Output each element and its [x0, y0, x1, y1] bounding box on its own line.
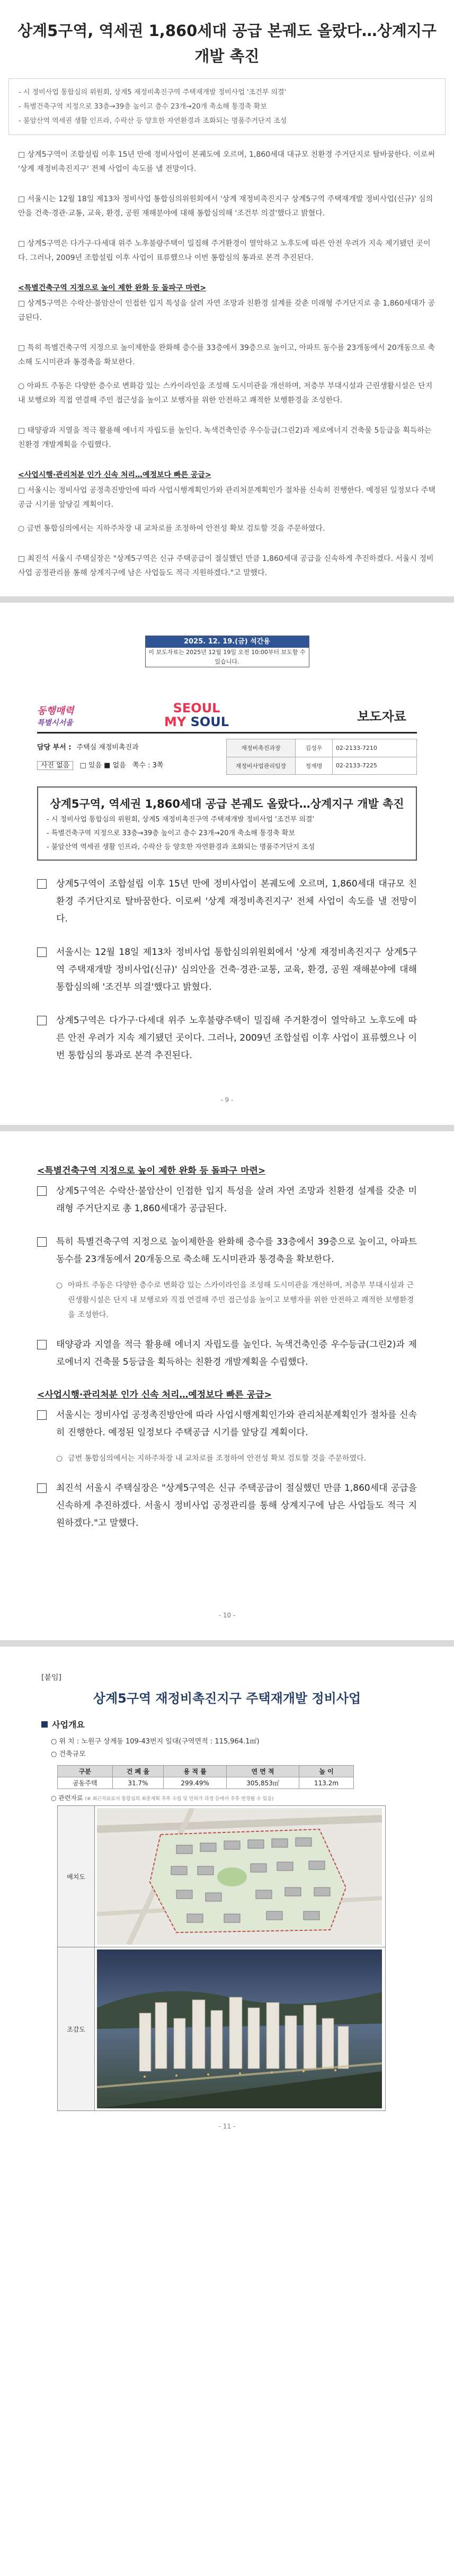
location-line: ○ 위 치 : 노원구 상계동 109-43번지 일대(구역면적 : 115,964.1㎡): [51, 1738, 260, 1746]
release-subheading: <사업시행·관리처분 인가 신속 처리…예정보다 빠른 공급>: [37, 1390, 272, 1400]
logo-text: SOUL: [186, 714, 229, 729]
web-article: [0, 0, 454, 580]
article-paragraph: □ 서울시는 12월 18일 제13차 정비사업 통합심의위원회에서 '상계 재정비촉진지구 상계5구역 주택재개발 정비사업(신규)' 심의안을 건축·경관·교통, 교육, 환경, 공원 재해분야에 대해 통합심의해 '조건부 의결'했다고 밝혔다.: [18, 195, 433, 218]
release-subheading: <특별건축구역 지정으로 높이 제한 완화 등 돌파구 마련>: [37, 1166, 266, 1176]
table-cell: 305,853㎡: [227, 1777, 299, 1789]
paragraph-text: 서울시는 12월 18일 제13차 정비사업 통합심의위원회에서 '상계 재정비촉진지구 상계5구역 주택재개발 정비사업(신규)' 심의안을 건축·경관·교통, 교육, 환경, 공원 재해분야에 대해 통합심의해 '조건부 의결'했다고 밝혔다.: [56, 947, 417, 992]
headline-bullet: - 불암산역 역세권 생활 인프라, 수락산 등 양호한 자연환경과 조화되는 명품주거단지 조성: [47, 843, 315, 851]
embargo-note: 이 보도자료는 2025년 12월 19일 오전 10:00부터 보도할 수 있습니다.: [148, 649, 306, 665]
square-bullet-icon: [37, 1410, 47, 1420]
contact-role: 재정비촉진과장: [227, 739, 296, 757]
article-paragraph: □ 최진석 서울시 주택실장은 "상계5구역은 신규 주택공급이 절실했던 만큼 1,860세대 공급을 신속하게 추진하겠다. 서울시 정비사업 공정관리를 통해 상계지구에 남은 사업들도 적극 지원하겠다."고 말했다.: [18, 554, 434, 577]
table-cell: 113.2m: [299, 1777, 354, 1789]
circle-bullet-icon: ○: [56, 1454, 63, 1463]
square-bullet-icon: [37, 947, 47, 957]
article-subheading: <특별건축구역 지정으로 높이 제한 완화 등 돌파구 마련>: [18, 284, 207, 292]
page-number: - 10 -: [218, 1612, 236, 1619]
paragraph-text: 최진석 서울시 주택실장은 "상계5구역은 신규 주택공급이 절실했던 만큼 1,860세대 공급을 신속하게 추진하겠다. 서울시 정비사업 공정관리를 통해 상계지구에 남은 사업들도 적극 지원하겠다."고 말했다.: [56, 1483, 417, 1528]
article-paragraph: □ 상계5구역은 수락산·불암산이 인접한 입지 특성을 살려 자연 조망과 친환경 설계를 갖춘 미래형 주거단지로 총 1,860세대가 공급된다.: [18, 299, 435, 322]
press-release-label: 보도자료: [357, 709, 406, 724]
article-paragraph: □ 상계5구역은 다가구·다세대 위주 노후불량주택이 밀집해 주거환경이 열악하고 노후도에 따른 안전 우려가 지속 제기됐던 곳이다. 그러나, 2009년 조합설립 이후 사업이 표류했으나 이번 통합심의 통과로 본격 추진된다.: [18, 239, 431, 262]
paragraph-text: 상계5구역은 다가구·다세대 위주 노후불량주택이 밀집해 주거환경이 열악하고 노후도에 따른 안전 우려가 지속 제기됐던 곳이다. 그러나, 2009년 조합설립 이후 사업이 표류했으나 이번 통합심의 통과로 본격 추진된다.: [56, 1015, 417, 1061]
paragraph-text: 상계5구역은 수락산·불암산이 인접한 입지 특성을 살려 자연 조망과 친환경 설계를 갖춘 미래형 주거단지로 총 1,860세대가 공급된다.: [56, 1186, 417, 1214]
article-summary-box: [8, 78, 446, 135]
square-bullet-icon: [37, 1186, 47, 1196]
headline-bullet: - 특별건축구역 지정으로 33층→39층 높이고 층수 23개→20개 축소해 통경축 확보: [47, 829, 295, 837]
article-body: [8, 135, 446, 580]
release-paragraph: [37, 1012, 417, 1065]
contact-phone: 02-2133-7210: [333, 739, 417, 757]
figure-label: 조감도: [58, 1947, 95, 2110]
figure-label: 배치도: [58, 1806, 95, 1947]
headline-title: 상계5구역, 역세권 1,860세대 공급 본궤도 올랐다…상계지구 개발 촉진: [50, 798, 404, 810]
logo-text: MY: [164, 714, 186, 729]
page-number: - 9 -: [220, 1096, 234, 1104]
logo-text: 동행매력: [37, 705, 74, 717]
contact-name: 정재명: [296, 757, 333, 775]
square-bullet-icon: [37, 1237, 47, 1247]
section-divider: [0, 596, 454, 603]
table-header: 용 적 률: [164, 1766, 227, 1777]
contact-row: [227, 739, 417, 757]
embargo-title: 2025. 12. 19.(금) 석간용: [146, 636, 309, 648]
release-paragraph: [37, 944, 417, 996]
section-heading: [41, 1718, 413, 1730]
table-header: 구분: [58, 1766, 113, 1777]
summary-line: - 특별건축구역 지정으로 33층→39층 높이고 층수 23개→20개 축소해 통경축 확보: [19, 103, 267, 111]
release-info: [37, 739, 417, 775]
square-bullet-icon: [37, 1016, 47, 1025]
article-paragraph: □ 서울시는 정비사업 공정촉진방안에 따라 사업시행계획인가와 관리처분계획인가 절차를 신속히 진행한다. 예정된 일정보다 주택공급 시기를 앞당길 계획이다.: [18, 486, 435, 509]
logo-text: SEOUL: [173, 701, 220, 715]
article-subheading: <사업시행·관리처분 인가 신속 처리…예정보다 빠른 공급>: [18, 471, 211, 479]
paragraph-text: 상계5구역이 조합설립 이후 15년 만에 정비사업이 본궤도에 오르며, 1,860세대 대규모 친환경 주거단지로 탈바꿈한다. 이로써 '상계 재정비촉진지구' 전체 사업이 속도를 낼 전망이다.: [56, 879, 417, 924]
section-heading-text: 사업개요: [52, 1720, 85, 1730]
paragraph-text: 서울시는 정비사업 공정촉진방안에 따라 사업시행계획인가와 관리처분계획인가 절차를 신속히 진행한다. 예정된 일정보다 주택공급 시기를 앞당길 계획이다.: [56, 1410, 417, 1438]
dept-label: 담당 부서 :: [37, 744, 72, 752]
square-bullet-icon: [37, 1483, 47, 1493]
site-plan-drawing: [97, 1808, 382, 1945]
article-paragraph: ○ 아파트 주동은 다양한 층수로 변화감 있는 스카이라인을 조성해 도시미관을 개선하며, 저층부 부대시설과 근린생활시설은 단지 내 보행로와 직접 연결해 주민 접근성을 높이고 보행자를 위한 안전하고 쾌적한 보행환경을 조성한다.: [18, 382, 433, 405]
square-bullet-icon: [37, 1340, 47, 1349]
contact-table: [226, 739, 417, 775]
circle-bullet-icon: ○: [56, 1281, 63, 1290]
square-bullet-icon: [37, 879, 47, 889]
table-header: 연 면 적: [227, 1766, 299, 1777]
page-number: - 11 -: [218, 2123, 236, 2130]
release-paragraph: [37, 1336, 417, 1371]
scale-line: ○ 건축규모: [51, 1750, 86, 1758]
aerial-rendering-image: [95, 1947, 385, 2110]
article-title: 상계5구역, 역세권 1,860세대 공급 본궤도 올랐다…상계지구 개발 촉진: [17, 22, 437, 65]
photo-label: 사진 없음: [37, 761, 73, 770]
table-cell: 299.49%: [164, 1777, 227, 1789]
summary-line: - 불암산역 역세권 생활 인프라, 수락산 등 양호한 자연환경과 조화되는 명품주거단지 조성: [19, 117, 287, 125]
building-scale-table: [57, 1765, 354, 1789]
release-paragraph: [37, 1233, 417, 1268]
table-cell: 31.7%: [112, 1777, 164, 1789]
contact-row: [227, 757, 417, 775]
seoul-slogan-logo: [37, 705, 106, 729]
contact-name: 김성우: [296, 739, 333, 757]
release-paragraph: [37, 1183, 417, 1218]
headline-bullet: - 시 정비사업 통합심의 위원회, 상계5 재정비촉진구역 주택재개발 정비사업 '조건부 의결': [47, 816, 315, 824]
table-header: 건 폐 율: [112, 1766, 164, 1777]
photo-status: □ 있음 ■ 없음: [79, 762, 126, 770]
sub-bullet: [56, 1451, 417, 1466]
release-paragraph: [37, 875, 417, 928]
note-label: ○ 관련자료: [51, 1794, 83, 1802]
article-paragraph: □ 상계5구역이 조합설립 이후 15년 만에 정비사업이 본궤도에 오르며, 1,860세대 대규모 친환경 주거단지로 탈바꿈한다. 이로써 '상계 재정비촉진지구' 전체 사업이 속도를 낼 전망이다.: [18, 150, 435, 173]
summary-line: - 시 정비사업 통합심의 위원회, 상계5 재정비촉진구역 주택재개발 정비사업 '조건부 의결': [19, 88, 287, 96]
figure-row: [58, 1947, 385, 2110]
release-meta: [37, 739, 226, 775]
article-paragraph: □ 태양광과 지열을 적극 활용해 에너지 자립도를 높인다. 녹색건축인증 우수등급(그린2)과 제로에너지 건축물 5등급을 획득하는 친환경 개발계획을 수립했다.: [18, 426, 432, 449]
logo-text: 특별시서울: [37, 719, 73, 727]
release-paragraph: [37, 1480, 417, 1532]
paragraph-text: 특히 특별건축구역 지정으로 높이제한을 완화해 층수를 33층에서 39층으로 높이고, 아파트 동수를 23개동에서 20개동으로 축소해 도시미관과 통경축을 확보한다.: [56, 1237, 417, 1265]
divider: [37, 732, 417, 734]
square-marker-icon: [41, 1721, 48, 1728]
table-cell: 공동주택: [58, 1777, 113, 1789]
table-header-row: [58, 1766, 354, 1777]
attachment-title: 상계5구역 재정비촉진지구 주택재개발 정비사업: [93, 1691, 361, 1706]
sub-bullet: [56, 1278, 417, 1322]
figure-table: [57, 1805, 386, 2111]
press-release-page-9: [0, 603, 454, 1104]
section-divider: [0, 1640, 454, 1647]
aerial-rendering-drawing: [97, 1949, 382, 2108]
dept-name: 주택실 재정비촉진과: [76, 744, 139, 752]
related-materials-note: [41, 1793, 413, 1802]
release-body: [37, 875, 417, 1065]
figure-row: [58, 1806, 385, 1947]
headline-box: [37, 786, 417, 861]
contact-role: 재정비사업관리팀장: [227, 757, 296, 775]
note-disclaimer: (※ 최근자료로서 통합심의 최종계획 추후 수립 및 인허가 과정 등에서 추후 변경될 수 있음): [85, 1796, 274, 1802]
table-header: 높 이: [299, 1766, 354, 1777]
paragraph-text: 태양광과 지열을 적극 활용해 에너지 자립도를 높인다. 녹색건축인증 우수등급(그린2)과 제로에너지 건축물 5등급을 획득하는 친환경 개발계획을 수립했다.: [56, 1339, 417, 1367]
attachment-label: [붙임]: [41, 1674, 61, 1682]
paragraph-text: 금번 통합심의에서는 지하주차장 내 교차로를 조정하여 안전성 확보 검토할 것을 주문하였다.: [68, 1454, 367, 1463]
site-plan-image: [95, 1806, 385, 1947]
paragraph-text: 아파트 주동은 다양한 층수로 변화감 있는 스카이라인을 조성해 도시미관을 개선하며, 저층부 부대시설과 근린생활시설은 단지 내 보행로와 직접 연결해 주민 접근성을 높이고 보행자를 위한 안전하고 쾌적한 보행환경을 조성한다.: [68, 1281, 414, 1319]
logo-row: [37, 683, 417, 729]
press-release-page-11: [0, 1647, 454, 2130]
section-divider: [0, 1125, 454, 1131]
seoul-my-soul-logo: [164, 701, 229, 729]
table-row: [58, 1777, 354, 1789]
release-paragraph: [37, 1407, 417, 1442]
article-paragraph: □ 특히 특별건축구역 지정으로 높이제한을 완화해 층수를 33층에서 39층으로 높이고, 아파트 동수를 23개동에서 20개동으로 축소해 도시미관과 통경축을 확보한다.: [18, 344, 435, 366]
press-release-page-10: [0, 1131, 454, 1619]
contact-phone: 02-2133-7225: [333, 757, 417, 775]
page-count: 쪽수 : 3쪽: [132, 762, 164, 770]
article-paragraph: ○ 금번 통합심의에서는 지하주차장 내 교차로를 조정하여 안전성 확보 검토할 것을 주문하였다.: [18, 524, 325, 533]
embargo-box: [145, 636, 309, 667]
